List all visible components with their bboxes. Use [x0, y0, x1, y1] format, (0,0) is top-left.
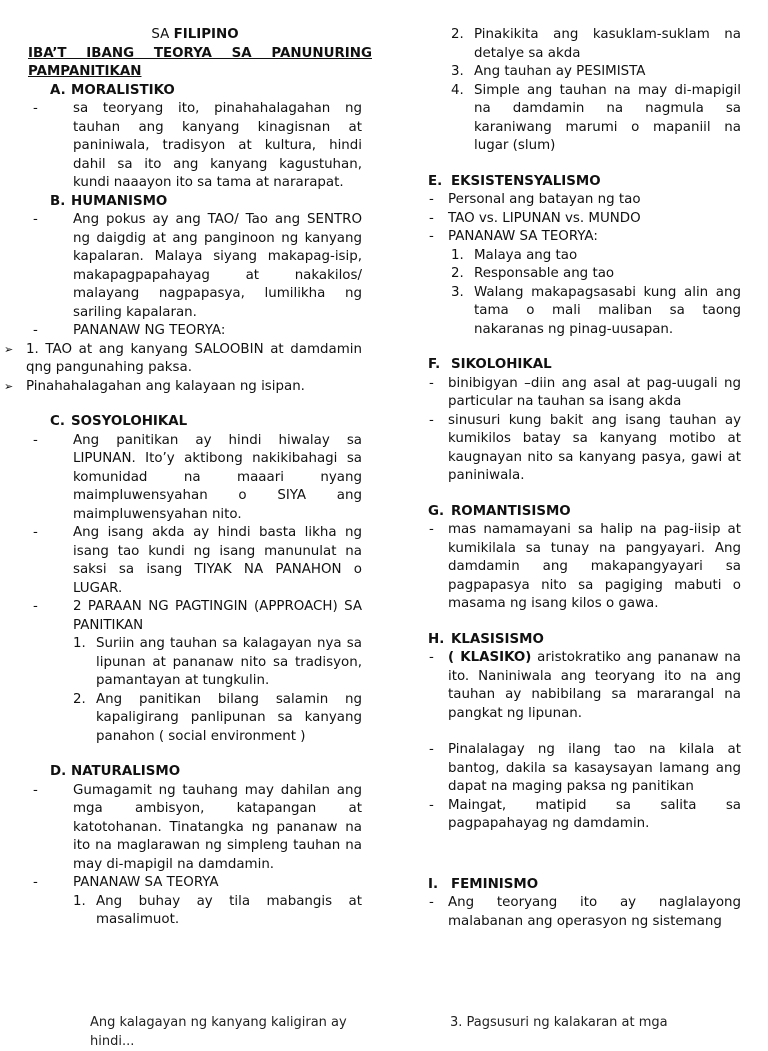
header-prefix: SA	[151, 27, 170, 42]
section-title: SOSYOLOHIKAL	[71, 414, 188, 429]
section-e-heading	[428, 173, 741, 192]
section-c-numbered-list	[28, 635, 362, 746]
numbered-item	[428, 247, 741, 266]
bold-term: ( KLASIKO)	[448, 650, 532, 665]
item-number: 3.	[451, 284, 464, 300]
section-d-numbered-list	[28, 893, 362, 930]
section-i-heading	[428, 876, 741, 895]
item-text: Pinakikita ang kasuklam-suklam na detalye sa akda	[474, 27, 741, 61]
section-title: NATURALISMO	[71, 764, 181, 779]
section-letter: C.	[50, 414, 65, 429]
item-text: Suriin ang tauhan sa kalagayan nya sa lipunan at pananaw nito sa tradisyon, pamantayan at tungkulin.	[96, 636, 362, 688]
list-item: - Pinalalagay ng ilang tao na kilala at bantog, dakila sa kasaysayan lamang ang dapat na maging paksa ng panitikan	[428, 741, 741, 797]
item-text: Responsable ang tao	[474, 266, 615, 281]
doc-title-line2: PAMPANITIKAN	[28, 64, 142, 79]
section-b-heading	[28, 193, 362, 212]
section-d-list	[28, 782, 362, 893]
section-letter: D.	[50, 764, 67, 779]
numbered-item	[28, 635, 362, 691]
numbered-item	[28, 893, 362, 930]
list-item: - sinusuri kung bakit ang isang tauhan ay kumikilos batay sa kanyang motibo at kaugnayan nito sa kanyang pasya, gawi at paniniwala.	[428, 412, 741, 486]
subject-header	[28, 26, 362, 45]
list-item	[428, 649, 741, 723]
section-h-list	[428, 649, 741, 723]
list-item: - PANANAW NG TEORYA:	[28, 322, 362, 341]
item-text: Walang makapagsasabi kung alin ang tama o mali maliban sa taong nakaranas ng pinag-uusapan.	[474, 284, 741, 337]
list-item: - Ang teoryang ito ay naglalayong malabanan ang operasyon ng sistemang	[428, 894, 741, 931]
item-number: 4.	[451, 82, 464, 98]
item-text: Ang buhay ay tila mabangis at masalimuot.	[96, 893, 362, 927]
item-text: Ang panitikan bilang salamin ng kapaligirang panlipunan sa kanyang panahon ( social environment )	[96, 691, 362, 744]
list-item: - Maingat, matipid sa salita sa pagpapahayag ng damdamin.	[428, 797, 741, 834]
arrow-item	[2, 378, 362, 397]
right-column	[428, 26, 741, 931]
list-item: - Ang panitikan ay hindi hiwalay sa LIPUNAN. Ito’y aktibong nakikibahagi sa komunidad na maaari nyang maimpluwensyahan o SIYA ang maimpluwensyahan nito.	[28, 432, 362, 525]
list-item: - TAO vs. LIPUNAN vs. MUNDO	[428, 210, 741, 229]
left-column	[4, 26, 372, 930]
list-item: - mas namamayani sa halip na pag-iisip at kumikilala sa tunay na pangyayari. Ang damdamin ang makapangyayari sa pagpapasya nito sa pagiging mabuti o masama ng isang kilos o gawa.	[428, 521, 741, 614]
section-g-list	[428, 521, 741, 614]
section-i-list	[428, 894, 741, 931]
item-number: 1.	[73, 636, 86, 651]
numbered-item	[428, 63, 741, 82]
section-h-list-2	[428, 741, 741, 834]
section-title: KLASISISMO	[451, 631, 544, 647]
section-f-heading	[428, 356, 741, 375]
list-item: - Gumagamit ng tauhang may dahilan ang mga ambisyon, katapangan at katotohanan. Tinatangka ng pananaw na ito na maglarawan ng simpleng tauhan na may di-mapigil na damdamin.	[28, 782, 362, 875]
numbered-item	[28, 691, 362, 747]
arrow-item	[2, 341, 362, 378]
section-title: SIKOLOHIKAL	[451, 357, 552, 372]
header-bold: FILIPINO	[173, 27, 239, 42]
numbered-item	[428, 26, 741, 63]
item-number: 1.	[451, 247, 464, 263]
section-a-heading	[28, 82, 362, 101]
spacer	[428, 723, 741, 741]
item-number: 2.	[451, 266, 464, 281]
item-text: Malaya ang tao	[474, 247, 578, 263]
section-title: FEMINISMO	[451, 876, 539, 892]
numbered-item	[428, 82, 741, 156]
section-e-numbered-list	[428, 247, 741, 340]
section-letter: I.	[428, 876, 439, 892]
section-f-list	[428, 375, 741, 486]
list-item: - 2 PARAAN NG PAGTINGIN (APPROACH) SA PANITIKAN	[28, 598, 362, 635]
section-b-arrow-list	[2, 341, 362, 397]
section-a-list	[28, 100, 362, 193]
section-g-heading	[428, 503, 741, 522]
section-title: EKSISTENSYALISMO	[451, 173, 601, 189]
left-cutoff-text: Ang kalagayan ng kanyang kaligiran ay hindi...	[90, 1015, 347, 1049]
arrow-bullet-icon: ➢	[4, 342, 14, 356]
section-letter: H.	[428, 631, 445, 647]
list-item: - sa teoryang ito, pinahahalagahan ng tauhan ang kanyang kinagisnan at paniniwala, tradisyon at kultura, hindi dahil sa ito ang kanyang kagustuhan, kundi naaayon ito sa tama at nararapat.	[28, 100, 362, 193]
section-letter: F.	[428, 357, 441, 372]
section-letter: A.	[50, 82, 66, 98]
numbered-item	[428, 284, 741, 340]
list-item: - PANANAW SA TEORYA:	[428, 228, 741, 247]
section-h-heading	[428, 631, 741, 650]
item-number: 3.	[451, 64, 464, 79]
list-item: - binibigyan –diin ang asal at pag-uugali ng particular na tauhan sa isang akda	[428, 375, 741, 412]
item-text: Simple ang tauhan na may di-mapigil na damdamin na nagmula sa karaniwang marumi o mapaniil na lugar (slum)	[474, 82, 741, 153]
item-text: aristokratiko ang pananaw na ito. Naniniwala ang teoryang ito na ang tauhan ay nabibilang sa mararangal na pangkat ng lipunan.	[448, 650, 741, 721]
section-title: HUMANISMO	[71, 193, 168, 209]
section-title: MORALISTIKO	[71, 82, 175, 98]
continued-numbered-list	[428, 26, 741, 156]
section-c-heading	[28, 413, 362, 432]
arrow-item-text: 1. TAO at ang kanyang SALOOBIN at damdamin qng pangunahing paksa.	[26, 341, 362, 375]
section-c-list	[28, 432, 362, 636]
item-number: 2.	[451, 27, 464, 42]
list-item: - PANANAW SA TEORYA	[28, 874, 362, 893]
section-d-heading	[28, 763, 362, 782]
section-letter: B.	[50, 193, 66, 209]
list-item: - Ang pokus ay ang TAO/ Tao ang SENTRO ng daigdig at ang panginoon ng kanyang kapalaran. Malaya siyang makapag-isip, makapagpapahayag at nakakilos/ malayang nagpapasya, lumilikha ng sariling kapalaran.	[28, 211, 362, 322]
section-title: ROMANTISISMO	[451, 503, 571, 519]
section-e-list	[428, 191, 741, 247]
item-text: Ang tauhan ay PESIMISTA	[474, 64, 646, 79]
section-letter: E.	[428, 173, 443, 189]
item-number: 1.	[73, 893, 86, 909]
section-b-list	[28, 211, 362, 341]
list-item: - Personal ang batayan ng tao	[428, 191, 741, 210]
list-item: - Ang isang akda ay hindi basta likha ng isang tao kundi ng isang manunulat na saksi sa isang TIYAK NA PANAHON o LUGAR.	[28, 524, 362, 598]
right-cutoff-text: 3. Pagsusuri ng kalakaran at mga	[450, 1015, 668, 1030]
arrow-item-text: Pinahahalagahan ang kalayaan ng isipan.	[26, 378, 305, 394]
arrow-bullet-icon: ➢	[4, 379, 14, 393]
doc-title-line1: IBA’T IBANG TEORYA SA PANUNURING	[28, 45, 372, 61]
section-letter: G.	[428, 503, 445, 519]
item-number: 2.	[73, 691, 86, 707]
numbered-item	[428, 265, 741, 284]
